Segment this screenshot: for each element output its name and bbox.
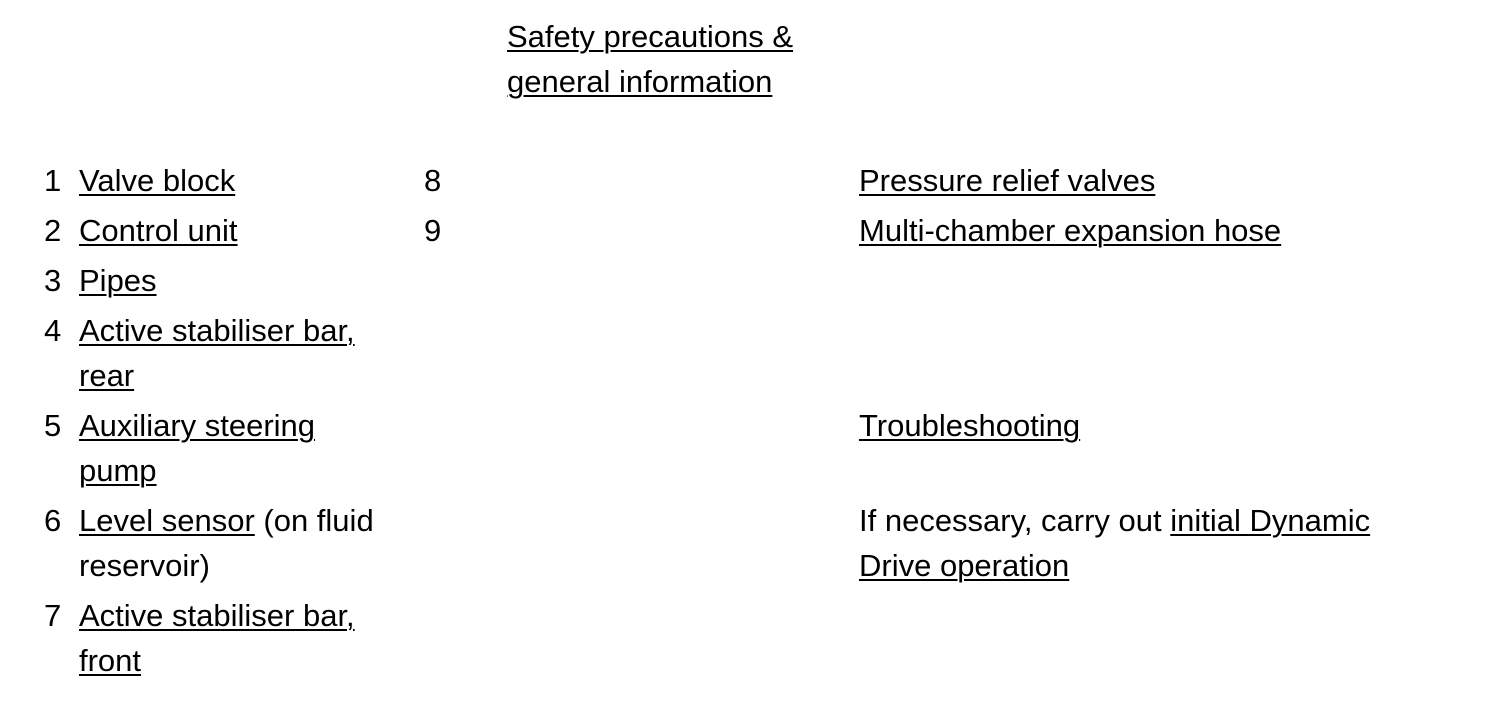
legend-number: 6 bbox=[44, 503, 62, 538]
safety-link-line2[interactable]: general information bbox=[507, 64, 773, 99]
pressure-relief-valves-link[interactable] bbox=[859, 158, 1155, 203]
legend-item-label[interactable]: Active stabiliser bar, bbox=[79, 598, 355, 633]
legend-item-active-stabiliser-front[interactable] bbox=[79, 593, 409, 683]
level-sensor-line2: reservoir) bbox=[79, 548, 210, 583]
note-prefix: If necessary, carry out bbox=[859, 503, 1171, 538]
legend-item-label[interactable]: rear bbox=[79, 358, 135, 393]
safety-link-line1[interactable]: Safety precautions & bbox=[507, 19, 794, 54]
legend-number: 9 bbox=[424, 213, 442, 248]
legend-item-label[interactable]: Valve block bbox=[79, 163, 236, 198]
initial-operation-link-line2[interactable]: Drive operation bbox=[859, 548, 1070, 583]
legend-number: 3 bbox=[44, 263, 62, 298]
legend-item-pipes[interactable] bbox=[79, 258, 409, 303]
legend-item-control-unit[interactable] bbox=[79, 208, 409, 253]
level-sensor-suffix: (on fluid bbox=[254, 503, 374, 538]
legend-item-label[interactable]: pump bbox=[79, 453, 157, 488]
legend-number: 5 bbox=[44, 408, 62, 443]
legend-item-level-sensor bbox=[79, 498, 409, 588]
initial-operation-link-line1[interactable]: initial Dynamic bbox=[1170, 503, 1371, 538]
expansion-hose-link[interactable] bbox=[859, 208, 1281, 253]
troubleshooting-link[interactable] bbox=[859, 403, 1080, 448]
troubleshooting-label[interactable]: Troubleshooting bbox=[859, 408, 1081, 443]
legend-item-active-stabiliser-rear[interactable] bbox=[79, 308, 409, 398]
safety-precautions-link[interactable] bbox=[507, 14, 793, 104]
legend-number: 1 bbox=[44, 163, 62, 198]
legend-item-label[interactable]: front bbox=[79, 643, 142, 678]
legend-item-label[interactable]: Active stabiliser bar, bbox=[79, 313, 355, 348]
legend-number: 7 bbox=[44, 598, 62, 633]
legend-item-auxiliary-steering-pump[interactable] bbox=[79, 403, 409, 493]
initial-operation-note bbox=[859, 498, 1479, 588]
legend-item-label[interactable]: Control unit bbox=[79, 213, 238, 248]
legend-item-valve-block[interactable] bbox=[79, 158, 409, 203]
legend-number: 4 bbox=[44, 313, 62, 348]
pressure-relief-label[interactable]: Pressure relief valves bbox=[859, 163, 1156, 198]
legend-item-label[interactable]: Auxiliary steering bbox=[79, 408, 316, 443]
legend-item-label[interactable]: Pipes bbox=[79, 263, 157, 298]
legend-number: 2 bbox=[44, 213, 62, 248]
level-sensor-link[interactable]: Level sensor bbox=[79, 503, 255, 538]
legend-number: 8 bbox=[424, 163, 442, 198]
expansion-hose-label[interactable]: Multi-chamber expansion hose bbox=[859, 213, 1282, 248]
